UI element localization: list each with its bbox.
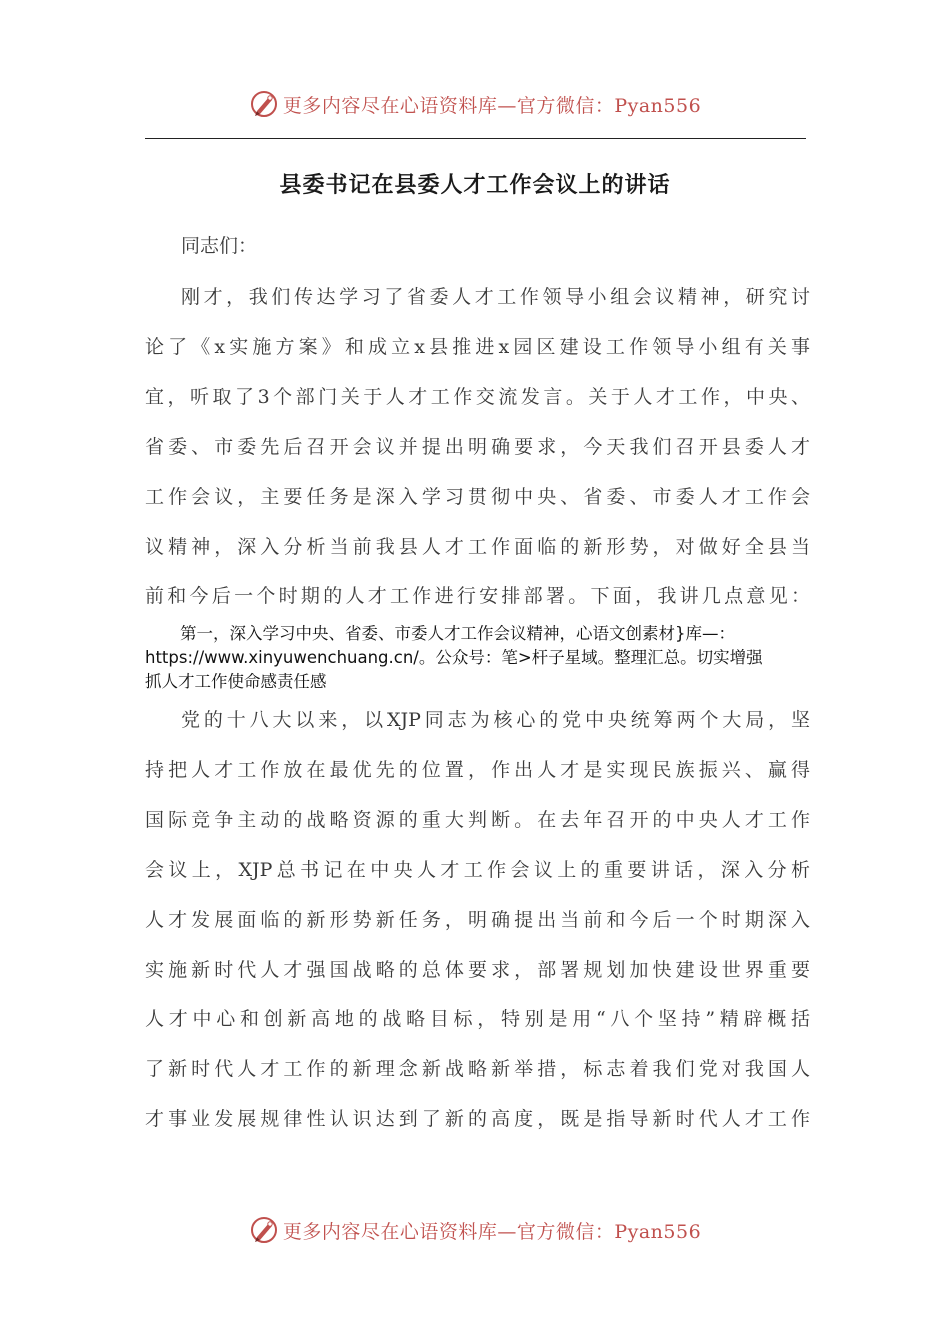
header-divider [145,138,806,139]
paragraph-line: 议精神，深入分析当前我县人才工作面临的新形势，对做好全县当 [145,536,810,558]
banner-text: 更多内容尽在心语资料库—官方微信：Pyan556 [282,1220,702,1243]
pen-logo-icon [249,89,279,119]
pen-logo-icon [249,1215,279,1245]
footer-banner [0,1212,950,1248]
paragraph-line: 工作会议，主要任务是深入学习贯彻中央、省委、市委人才工作会 [145,486,810,508]
heading-line: 抓人才工作使命感责任感 [145,672,327,691]
paragraph-line: 实施新时代人才强国战略的总体要求，部署规划加快建设世界重要 [145,959,810,981]
paragraph-line: 了新时代人才工作的新理念新战略新举措，标志着我们党对我国人 [145,1058,810,1080]
paragraph-line: 国际竞争主动的战略资源的重大判断。在去年召开的中央人才工作 [145,809,810,831]
paragraph-line: 会议上，XJP总书记在中央人才工作会议上的重要讲话，深入分析 [145,859,810,881]
paragraph-line: 宜，听取了3个部门关于人才工作交流发言。关于人才工作，中央、 [145,386,810,408]
paragraph-line: 人才中心和创新高地的战略目标，特别是用“八个坚持”精辟概括 [145,1008,810,1030]
heading-line: https://www.xinyuwenchuang.cn/。公众号：笔>杆子星域。整理汇总。切实增强 [145,648,763,667]
paragraph-line: 人才发展面临的新形势新任务，明确提出当前和今后一个时期深入 [145,909,810,931]
paragraph-line: 前和今后一个时期的人才工作进行安排部署。下面，我讲几点意见： [145,585,810,607]
paragraph-line: 持把人才工作放在最优先的位置，作出人才是实现民族振兴、赢得 [145,759,810,781]
header-banner [0,86,950,122]
heading-line: 第一，深入学习中央、省委、市委人才工作会议精神，心语文创素材}库—： [180,624,735,643]
paragraph-line: 省委、市委先后召开会议并提出明确要求，今天我们召开县委人才 [145,436,810,458]
paragraph-line: 党的十八大以来，以XJP同志为核心的党中央统筹两个大局，坚 [181,709,810,731]
paragraph-line: 论了《x实施方案》和成立x县推进x园区建设工作领导小组有关事 [145,336,810,358]
document-title: 县委书记在县委人才工作会议上的讲话 [279,173,671,198]
paragraph-line: 才事业发展规律性认识达到了新的高度，既是指导新时代人才工作 [145,1108,810,1130]
paragraph-line: 刚才，我们传达学习了省委人才工作领导小组会议精神，研究讨 [181,286,810,308]
salutation: 同志们： [181,235,258,257]
banner-text: 更多内容尽在心语资料库—官方微信：Pyan556 [282,94,702,117]
